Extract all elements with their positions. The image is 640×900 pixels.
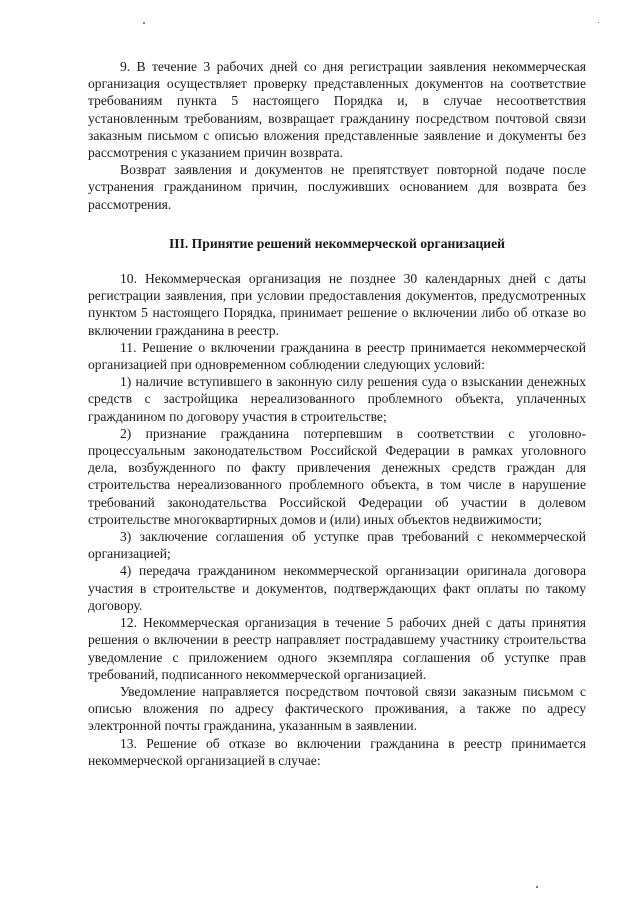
document-page — [88, 58, 586, 769]
paragraph-10: 10. Некоммерческая организация не позднее 30 календарных дней с даты регистрации заявления, при условии предоставления документов, предусмотренных пунктом 5 настоящего Порядка, принимает решение о включении либо об отказе во включении гражданина в реестр. — [88, 271, 586, 338]
condition-3: 3) заключение соглашения об уступке прав требований с некоммерческой организацией; — [88, 529, 586, 562]
condition-1: 1) наличие вступившего в законную силу решения суда о взыскании денежных средств с застройщика нереализованного проблемного объекта, уплаченных гражданином по договору участия в строительстве; — [88, 374, 586, 424]
scan-speck — [598, 22, 599, 23]
paragraph-13: 13. Решение об отказе во включении гражданина в реестр принимается некоммерческой организацией в случае: — [88, 735, 586, 768]
scan-speck — [143, 22, 145, 24]
condition-2: 2) признание гражданина потерпевшим в соответствии с уголовно-процессуальным законодательством Российской Федерации в рамках уголовного дела, возбужденного по факту привлечения денежных средств граждан для строительства нереализованного проблемного объекта, в том числе в нарушение требований законодательства Российской Федерации об участии в долевом строительстве многоквартирных домов и (или) иных объектов недвижимости; — [88, 425, 586, 527]
paragraph-9: 9. В течение 3 рабочих дней со дня регистрации заявления некоммерческая организация осуществляет проверку представленных документов на соответствие требованиям пункта 5 настоящего Порядка и, в случае несоответствия установленным требованиям, возвращает гражданину посредством почтовой связи заказным письмом с описью вложения представленные заявление и документы без рассмотрения с указанием причин возврата. — [88, 59, 586, 161]
paragraph-11: 11. Решение о включении гражданина в реестр принимается некоммерческой организацией при одновременном соблюдении следующих условий: — [88, 339, 586, 373]
section-heading: III. Принятие решений некоммерческой организацией — [169, 235, 505, 251]
paragraph-12: 12. Некоммерческая организация в течение 5 рабочих дней с даты принятия решения о включении в реестр направляет пострадавшему участнику строительства уведомление с приложением одного экземпляра соглашения об уступке прав требований, подписанного некоммерческой организацией. — [88, 615, 586, 682]
paragraph-return-note: Возврат заявления и документов не препятствует повторной подаче после устранения гражданином причин, послуживших основанием для возврата без рассмотрения. — [88, 162, 586, 212]
condition-4: 4) передача гражданином некоммерческой организации оригинала договора участия в строительстве и документов, подтверждающих факт оплаты по такому договору. — [88, 563, 586, 613]
paragraph-notification: Уведомление направляется посредством почтовой связи заказным письмом с описью вложения по адресу фактического проживания, а также по адресу электронной почты гражданина, указанным в заявлении. — [88, 683, 586, 734]
scan-speck — [536, 886, 538, 888]
